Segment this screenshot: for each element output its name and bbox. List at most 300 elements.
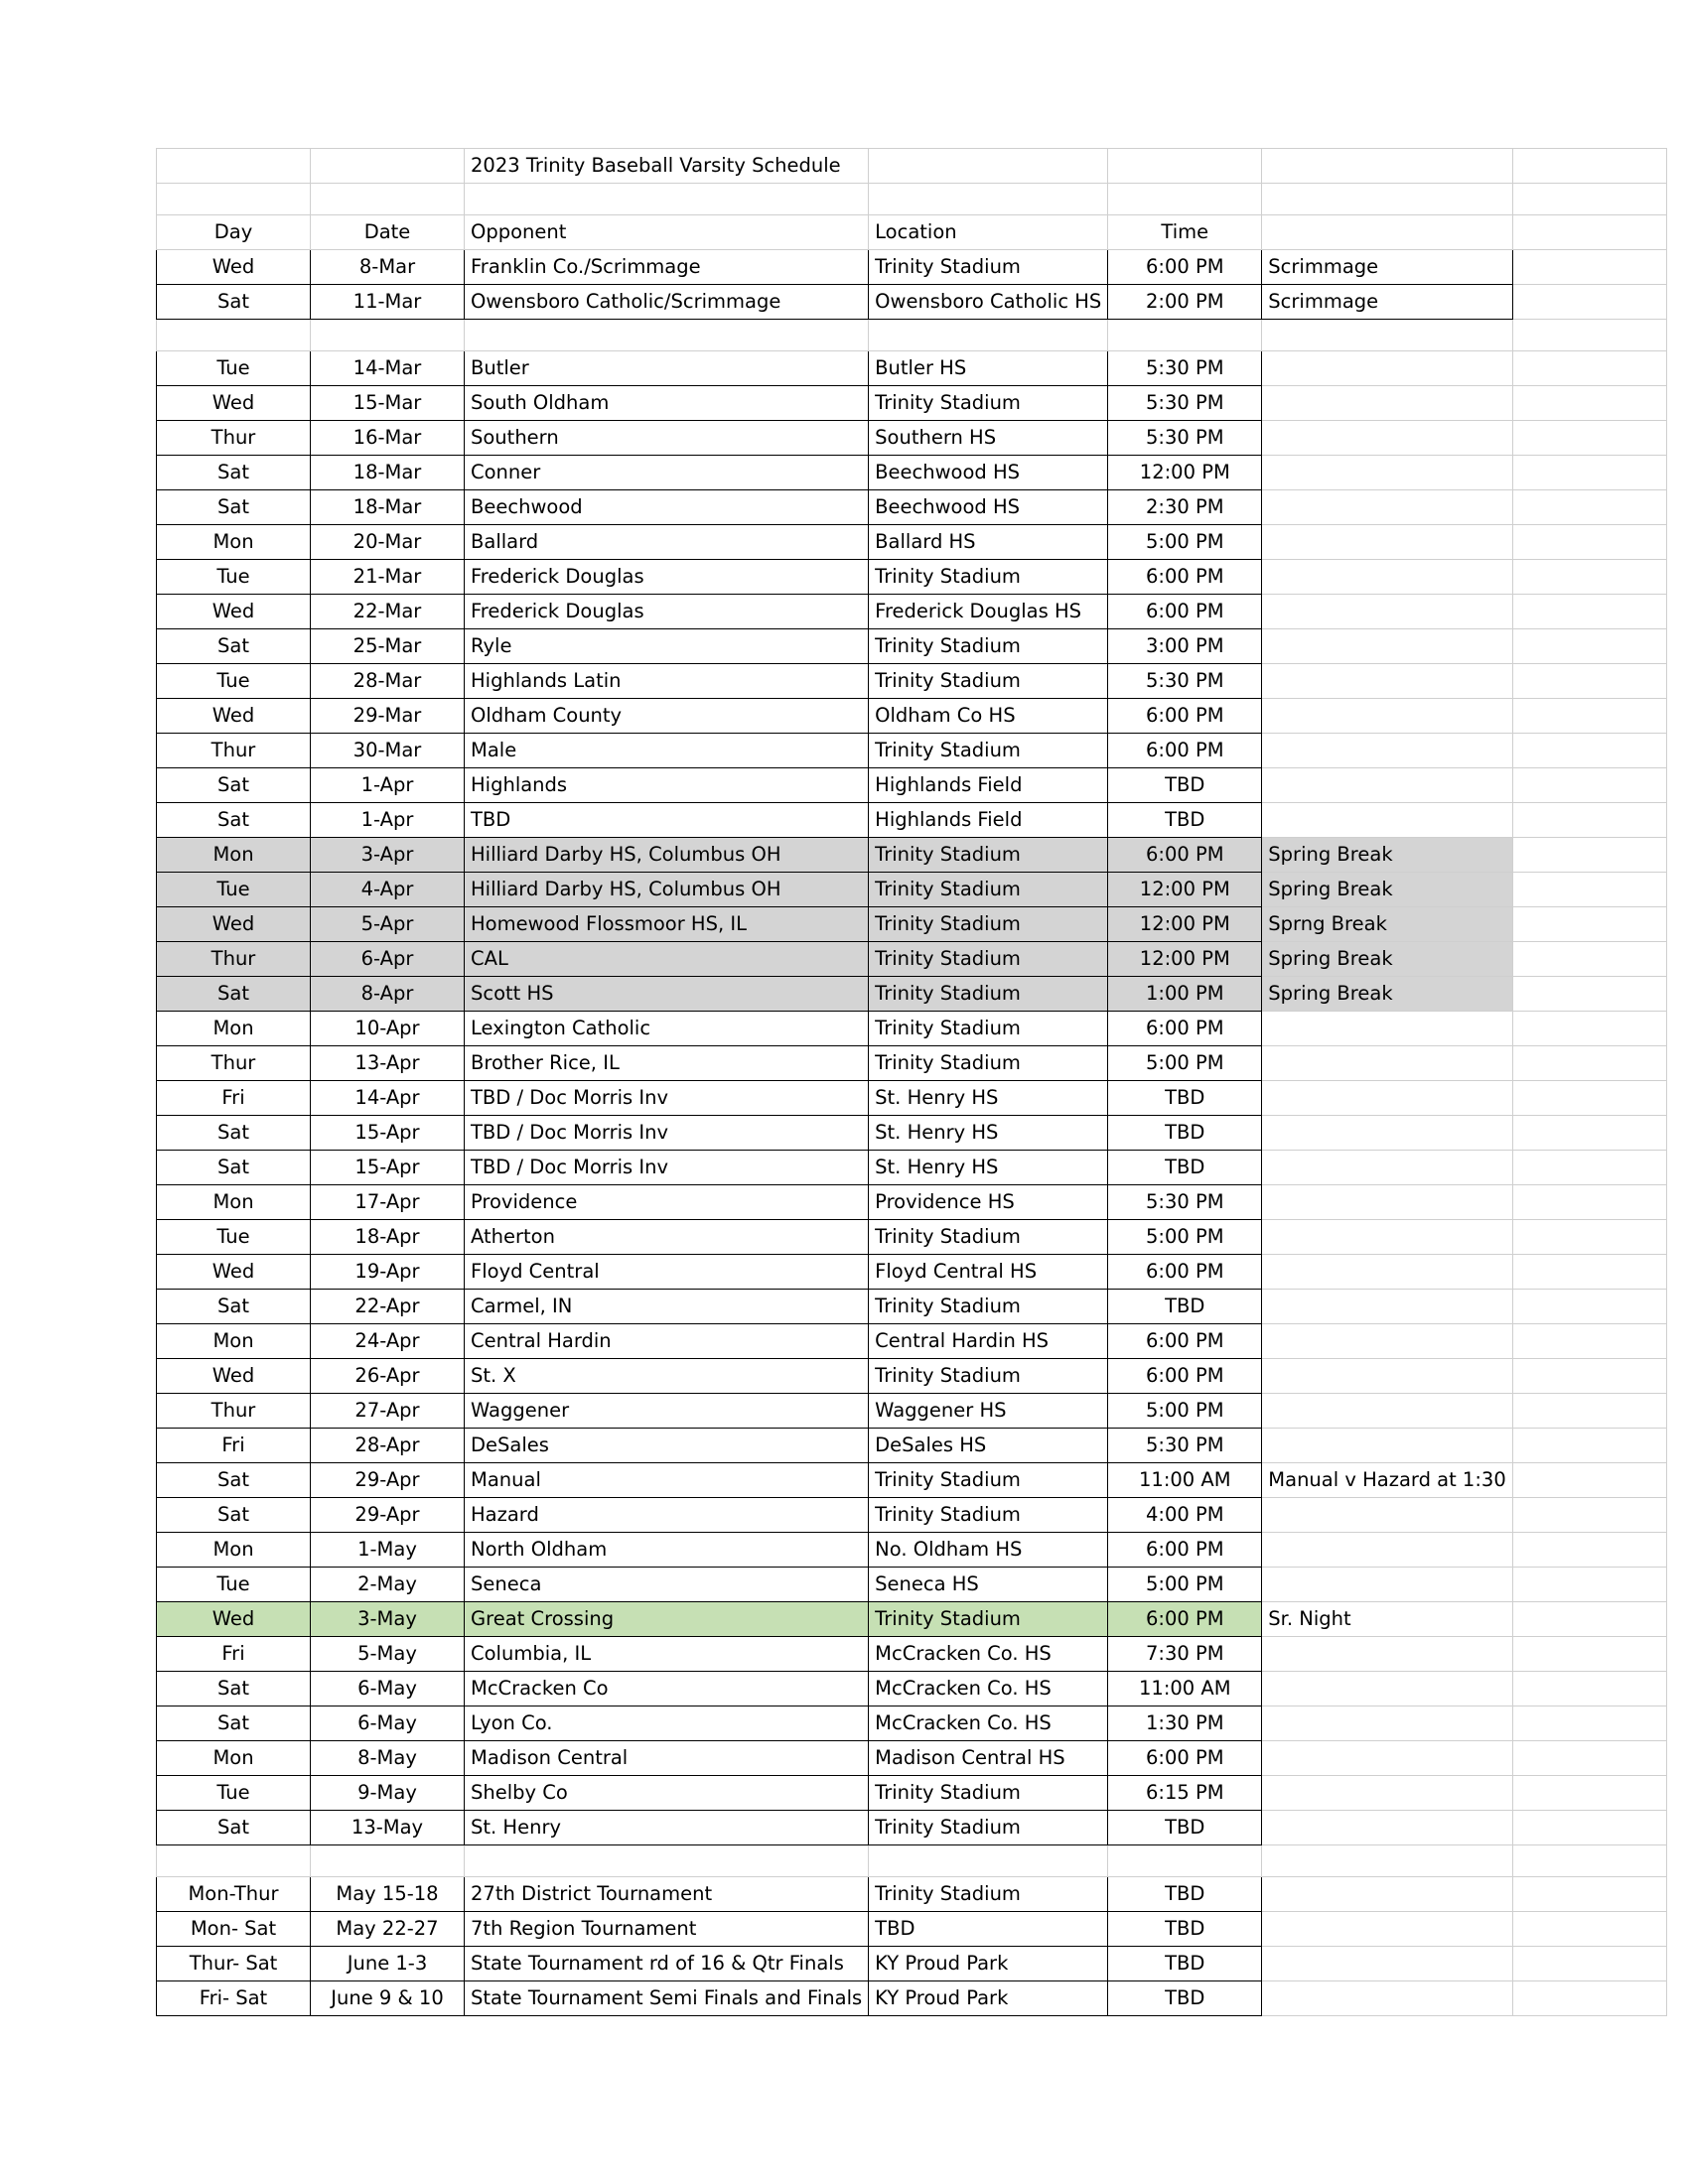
empty-cell [1512, 1533, 1666, 1568]
location-cell: DeSales HS [869, 1429, 1108, 1463]
day-cell: Sat [157, 1116, 311, 1151]
empty-cell [1512, 1290, 1666, 1324]
empty-cell [1512, 942, 1666, 977]
note-cell [1262, 525, 1512, 560]
note-cell [1262, 595, 1512, 629]
date-cell: 29-Apr [311, 1463, 465, 1498]
note-cell [1262, 1046, 1512, 1081]
game-row [157, 1637, 1667, 1672]
opponent-cell: Providence [465, 1185, 869, 1220]
time-cell: 6:00 PM [1108, 1602, 1262, 1637]
game-row [157, 1290, 1667, 1324]
date-cell: May 22-27 [311, 1912, 465, 1947]
location-cell: Beechwood HS [869, 490, 1108, 525]
day-cell: Thur [157, 421, 311, 456]
time-cell: TBD [1108, 803, 1262, 838]
blank-row [157, 1845, 1667, 1877]
date-cell: 10-Apr [311, 1012, 465, 1046]
game-row [157, 664, 1667, 699]
game-row [157, 838, 1667, 873]
day-cell: Tue [157, 560, 311, 595]
note-cell [1262, 1081, 1512, 1116]
empty-cell [1512, 285, 1666, 320]
time-cell: 6:00 PM [1108, 1012, 1262, 1046]
day-cell: Mon [157, 1741, 311, 1776]
location-cell: Trinity Stadium [869, 1290, 1108, 1324]
day-cell: Tue [157, 1220, 311, 1255]
date-cell: May 15-18 [311, 1877, 465, 1912]
day-cell: Mon [157, 1533, 311, 1568]
time-cell: 1:00 PM [1108, 977, 1262, 1012]
location-cell: Trinity Stadium [869, 977, 1108, 1012]
location-cell: Trinity Stadium [869, 907, 1108, 942]
game-row [157, 977, 1667, 1012]
empty-cell [1108, 1845, 1262, 1877]
time-cell: 5:30 PM [1108, 421, 1262, 456]
game-row [157, 629, 1667, 664]
empty-cell [869, 1845, 1108, 1877]
date-cell: 21-Mar [311, 560, 465, 595]
empty-cell [1512, 1046, 1666, 1081]
date-cell: 6-May [311, 1672, 465, 1706]
date-cell: 8-May [311, 1741, 465, 1776]
opponent-cell: Scott HS [465, 977, 869, 1012]
opponent-cell: 27th District Tournament [465, 1877, 869, 1912]
time-cell: 12:00 PM [1108, 907, 1262, 942]
blank-row [157, 184, 1667, 215]
note-cell [1262, 1776, 1512, 1811]
header-location: Location [869, 215, 1108, 250]
game-row [157, 1081, 1667, 1116]
day-cell: Wed [157, 699, 311, 734]
day-cell: Fri [157, 1637, 311, 1672]
empty-cell [1512, 1637, 1666, 1672]
empty-cell [1512, 456, 1666, 490]
note-cell [1262, 421, 1512, 456]
game-row [157, 734, 1667, 768]
opponent-cell: DeSales [465, 1429, 869, 1463]
location-cell: Highlands Field [869, 768, 1108, 803]
time-cell: 2:00 PM [1108, 285, 1262, 320]
note-cell [1262, 1706, 1512, 1741]
time-cell: 6:00 PM [1108, 1324, 1262, 1359]
empty-cell [1512, 699, 1666, 734]
opponent-cell: Southern [465, 421, 869, 456]
location-cell: Frederick Douglas HS [869, 595, 1108, 629]
empty-cell [465, 1845, 869, 1877]
opponent-cell: Lexington Catholic [465, 1012, 869, 1046]
location-cell: McCracken Co. HS [869, 1637, 1108, 1672]
opponent-cell: State Tournament Semi Finals and Finals [465, 1981, 869, 2016]
empty-cell [311, 1845, 465, 1877]
game-row [157, 490, 1667, 525]
location-cell: St. Henry HS [869, 1151, 1108, 1185]
game-row [157, 1255, 1667, 1290]
day-cell: Tue [157, 664, 311, 699]
empty-cell [1512, 1324, 1666, 1359]
location-cell: Oldham Co HS [869, 699, 1108, 734]
note-cell: Spring Break [1262, 942, 1512, 977]
location-cell: Butler HS [869, 351, 1108, 386]
empty-cell [1262, 320, 1512, 351]
location-cell: Floyd Central HS [869, 1255, 1108, 1290]
opponent-cell: Seneca [465, 1568, 869, 1602]
empty-cell [1512, 803, 1666, 838]
time-cell: 3:00 PM [1108, 629, 1262, 664]
empty-cell [1512, 1602, 1666, 1637]
date-cell: 19-Apr [311, 1255, 465, 1290]
time-cell: 5:30 PM [1108, 664, 1262, 699]
empty-cell [1512, 1012, 1666, 1046]
note-cell [1262, 1255, 1512, 1290]
opponent-cell: Lyon Co. [465, 1706, 869, 1741]
day-cell: Sat [157, 1463, 311, 1498]
day-cell: Sat [157, 456, 311, 490]
note-cell [1262, 560, 1512, 595]
time-cell: TBD [1108, 1081, 1262, 1116]
location-cell: Trinity Stadium [869, 1220, 1108, 1255]
location-cell: Trinity Stadium [869, 1012, 1108, 1046]
time-cell: 5:00 PM [1108, 1394, 1262, 1429]
note-cell [1262, 1012, 1512, 1046]
location-cell: St. Henry HS [869, 1081, 1108, 1116]
game-row [157, 699, 1667, 734]
empty-cell [1512, 768, 1666, 803]
game-row [157, 907, 1667, 942]
time-cell: 7:30 PM [1108, 1637, 1262, 1672]
opponent-cell: Ryle [465, 629, 869, 664]
note-cell: Scrimmage [1262, 250, 1512, 285]
header-date: Date [311, 215, 465, 250]
postseason-row [157, 1947, 1667, 1981]
date-cell: 5-May [311, 1637, 465, 1672]
empty-cell [1262, 1981, 1512, 2016]
opponent-cell: Owensboro Catholic/Scrimmage [465, 285, 869, 320]
day-cell: Wed [157, 386, 311, 421]
game-row [157, 421, 1667, 456]
day-cell: Mon- Sat [157, 1912, 311, 1947]
day-cell: Sat [157, 1706, 311, 1741]
game-row [157, 1498, 1667, 1533]
note-cell [1262, 1741, 1512, 1776]
date-cell: 24-Apr [311, 1324, 465, 1359]
empty-cell [1512, 490, 1666, 525]
empty-cell [1512, 1912, 1666, 1947]
opponent-cell: TBD / Doc Morris Inv [465, 1116, 869, 1151]
date-cell: 17-Apr [311, 1185, 465, 1220]
empty-cell [1512, 873, 1666, 907]
day-cell: Wed [157, 907, 311, 942]
postseason-row [157, 1877, 1667, 1912]
date-cell: 28-Mar [311, 664, 465, 699]
time-cell: 12:00 PM [1108, 456, 1262, 490]
note-cell [1262, 1429, 1512, 1463]
title-row [157, 149, 1667, 184]
time-cell: 6:00 PM [1108, 250, 1262, 285]
opponent-cell: Frederick Douglas [465, 595, 869, 629]
note-cell [1262, 629, 1512, 664]
opponent-cell: Franklin Co./Scrimmage [465, 250, 869, 285]
time-cell: TBD [1108, 1151, 1262, 1185]
opponent-cell: Conner [465, 456, 869, 490]
location-cell: Beechwood HS [869, 456, 1108, 490]
game-row [157, 351, 1667, 386]
opponent-cell: Homewood Flossmoor HS, IL [465, 907, 869, 942]
note-cell [1262, 1498, 1512, 1533]
date-cell: 4-Apr [311, 873, 465, 907]
note-cell [1262, 490, 1512, 525]
empty-cell [1512, 351, 1666, 386]
empty-cell [1512, 1776, 1666, 1811]
game-row [157, 1324, 1667, 1359]
empty-cell [1512, 1706, 1666, 1741]
date-cell: 18-Mar [311, 456, 465, 490]
note-cell [1262, 1116, 1512, 1151]
opponent-cell: TBD [465, 803, 869, 838]
date-cell: 6-Apr [311, 942, 465, 977]
game-row [157, 456, 1667, 490]
note-cell [1262, 351, 1512, 386]
day-cell: Sat [157, 1672, 311, 1706]
note-cell [1262, 734, 1512, 768]
day-cell: Tue [157, 873, 311, 907]
day-cell: Wed [157, 1255, 311, 1290]
note-cell [1262, 386, 1512, 421]
time-cell: 5:00 PM [1108, 1046, 1262, 1081]
empty-cell [1512, 1151, 1666, 1185]
day-cell: Thur [157, 734, 311, 768]
opponent-cell: Floyd Central [465, 1255, 869, 1290]
location-cell: Owensboro Catholic HS [869, 285, 1108, 320]
opponent-cell: Male [465, 734, 869, 768]
empty-cell [1512, 1741, 1666, 1776]
day-cell: Fri [157, 1429, 311, 1463]
empty-cell [1512, 1947, 1666, 1981]
location-cell: Trinity Stadium [869, 1463, 1108, 1498]
empty-cell [1512, 1498, 1666, 1533]
game-row [157, 1220, 1667, 1255]
location-cell: Madison Central HS [869, 1741, 1108, 1776]
time-cell: TBD [1108, 1811, 1262, 1845]
day-cell: Tue [157, 1776, 311, 1811]
day-cell: Sat [157, 1498, 311, 1533]
empty-cell [1512, 629, 1666, 664]
date-cell: 1-May [311, 1533, 465, 1568]
time-cell: 5:00 PM [1108, 525, 1262, 560]
opponent-cell: McCracken Co [465, 1672, 869, 1706]
location-cell: Trinity Stadium [869, 1602, 1108, 1637]
empty-cell [1512, 320, 1666, 351]
opponent-cell: Ballard [465, 525, 869, 560]
location-cell: Trinity Stadium [869, 386, 1108, 421]
game-row [157, 1185, 1667, 1220]
date-cell: June 9 & 10 [311, 1981, 465, 2016]
opponent-cell: Brother Rice, IL [465, 1046, 869, 1081]
location-cell: Seneca HS [869, 1568, 1108, 1602]
opponent-cell: Central Hardin [465, 1324, 869, 1359]
date-cell: 8-Mar [311, 250, 465, 285]
date-cell: 13-May [311, 1811, 465, 1845]
header-day: Day [157, 215, 311, 250]
opponent-cell: North Oldham [465, 1533, 869, 1568]
day-cell: Thur [157, 942, 311, 977]
opponent-cell: Highlands [465, 768, 869, 803]
empty-cell [1262, 1845, 1512, 1877]
day-cell: Sat [157, 1811, 311, 1845]
date-cell: 25-Mar [311, 629, 465, 664]
opponent-cell: South Oldham [465, 386, 869, 421]
date-cell: 22-Apr [311, 1290, 465, 1324]
empty-cell [1512, 1255, 1666, 1290]
time-cell: 5:30 PM [1108, 386, 1262, 421]
location-cell: Trinity Stadium [869, 1498, 1108, 1533]
schedule-sheet [156, 148, 1667, 2016]
date-cell: 2-May [311, 1568, 465, 1602]
date-cell: 1-Apr [311, 803, 465, 838]
date-cell: 3-May [311, 1602, 465, 1637]
time-cell: 12:00 PM [1108, 873, 1262, 907]
game-row [157, 1811, 1667, 1845]
time-cell: 11:00 AM [1108, 1463, 1262, 1498]
empty-cell [1512, 977, 1666, 1012]
location-cell: McCracken Co. HS [869, 1672, 1108, 1706]
header-time: Time [1108, 215, 1262, 250]
time-cell: TBD [1108, 1116, 1262, 1151]
opponent-cell: Beechwood [465, 490, 869, 525]
time-cell: 5:00 PM [1108, 1220, 1262, 1255]
date-cell: 15-Apr [311, 1116, 465, 1151]
location-cell: St. Henry HS [869, 1116, 1108, 1151]
opponent-cell: Hilliard Darby HS, Columbus OH [465, 838, 869, 873]
date-cell: 9-May [311, 1776, 465, 1811]
time-cell: 6:15 PM [1108, 1776, 1262, 1811]
note-cell [1262, 1290, 1512, 1324]
note-cell [1262, 1637, 1512, 1672]
game-row [157, 1463, 1667, 1498]
empty-cell [869, 320, 1108, 351]
empty-cell [157, 320, 311, 351]
location-cell: Trinity Stadium [869, 1046, 1108, 1081]
location-cell: TBD [869, 1912, 1108, 1947]
day-cell: Fri- Sat [157, 1981, 311, 2016]
note-cell [1262, 456, 1512, 490]
game-row [157, 942, 1667, 977]
date-cell: 14-Apr [311, 1081, 465, 1116]
day-cell: Wed [157, 595, 311, 629]
location-cell: Trinity Stadium [869, 560, 1108, 595]
time-cell: 1:30 PM [1108, 1706, 1262, 1741]
time-cell: 6:00 PM [1108, 560, 1262, 595]
game-row [157, 803, 1667, 838]
date-cell: 28-Apr [311, 1429, 465, 1463]
empty-cell [465, 320, 869, 351]
location-cell: Trinity Stadium [869, 1811, 1108, 1845]
location-cell: Providence HS [869, 1185, 1108, 1220]
note-cell: Spring Break [1262, 838, 1512, 873]
time-cell: TBD [1108, 1981, 1262, 2016]
empty-cell [1512, 1081, 1666, 1116]
empty-cell [1512, 907, 1666, 942]
day-cell: Wed [157, 1359, 311, 1394]
location-cell: KY Proud Park [869, 1981, 1108, 2016]
note-cell: Sr. Night [1262, 1602, 1512, 1637]
empty-cell [1512, 1429, 1666, 1463]
date-cell: 18-Apr [311, 1220, 465, 1255]
game-row [157, 873, 1667, 907]
location-cell: Ballard HS [869, 525, 1108, 560]
opponent-cell: Highlands Latin [465, 664, 869, 699]
game-row [157, 768, 1667, 803]
note-cell: Sprng Break [1262, 907, 1512, 942]
day-cell: Sat [157, 768, 311, 803]
note-cell [1262, 699, 1512, 734]
day-cell: Tue [157, 351, 311, 386]
day-cell: Mon-Thur [157, 1877, 311, 1912]
game-row [157, 595, 1667, 629]
time-cell: 6:00 PM [1108, 838, 1262, 873]
opponent-cell: State Tournament rd of 16 & Qtr Finals [465, 1947, 869, 1981]
time-cell: 12:00 PM [1108, 942, 1262, 977]
time-cell: 6:00 PM [1108, 1741, 1262, 1776]
game-row [157, 1429, 1667, 1463]
opponent-cell: Great Crossing [465, 1602, 869, 1637]
opponent-cell: Hazard [465, 1498, 869, 1533]
time-cell: 4:00 PM [1108, 1498, 1262, 1533]
location-cell: Highlands Field [869, 803, 1108, 838]
location-cell: Central Hardin HS [869, 1324, 1108, 1359]
time-cell: 6:00 PM [1108, 1255, 1262, 1290]
empty-cell [1512, 664, 1666, 699]
game-row [157, 1672, 1667, 1706]
day-cell: Mon [157, 1324, 311, 1359]
empty-cell [1262, 1877, 1512, 1912]
day-cell: Sat [157, 1290, 311, 1324]
opponent-cell: St. X [465, 1359, 869, 1394]
day-cell: Sat [157, 490, 311, 525]
opponent-cell: Columbia, IL [465, 1637, 869, 1672]
day-cell: Thur [157, 1394, 311, 1429]
empty-cell [1512, 838, 1666, 873]
note-cell [1262, 1672, 1512, 1706]
location-cell: Trinity Stadium [869, 873, 1108, 907]
day-cell: Sat [157, 977, 311, 1012]
game-row [157, 1359, 1667, 1394]
date-cell: 29-Apr [311, 1498, 465, 1533]
opponent-cell: TBD / Doc Morris Inv [465, 1151, 869, 1185]
empty-cell [1512, 386, 1666, 421]
game-row [157, 1741, 1667, 1776]
game-row [157, 560, 1667, 595]
scrimmage-row [157, 250, 1667, 285]
location-cell: Trinity Stadium [869, 838, 1108, 873]
day-cell: Wed [157, 250, 311, 285]
game-row [157, 1394, 1667, 1429]
time-cell: 6:00 PM [1108, 595, 1262, 629]
time-cell: 5:30 PM [1108, 1429, 1262, 1463]
opponent-cell: TBD / Doc Morris Inv [465, 1081, 869, 1116]
opponent-cell: Hilliard Darby HS, Columbus OH [465, 873, 869, 907]
opponent-cell: St. Henry [465, 1811, 869, 1845]
time-cell: TBD [1108, 1290, 1262, 1324]
sheet-title: 2023 Trinity Baseball Varsity Schedule [465, 149, 869, 184]
location-cell: Trinity Stadium [869, 1359, 1108, 1394]
empty-cell [311, 320, 465, 351]
opponent-cell: Atherton [465, 1220, 869, 1255]
game-row [157, 1116, 1667, 1151]
empty-cell [1512, 595, 1666, 629]
location-cell: Trinity Stadium [869, 942, 1108, 977]
game-row [157, 1046, 1667, 1081]
